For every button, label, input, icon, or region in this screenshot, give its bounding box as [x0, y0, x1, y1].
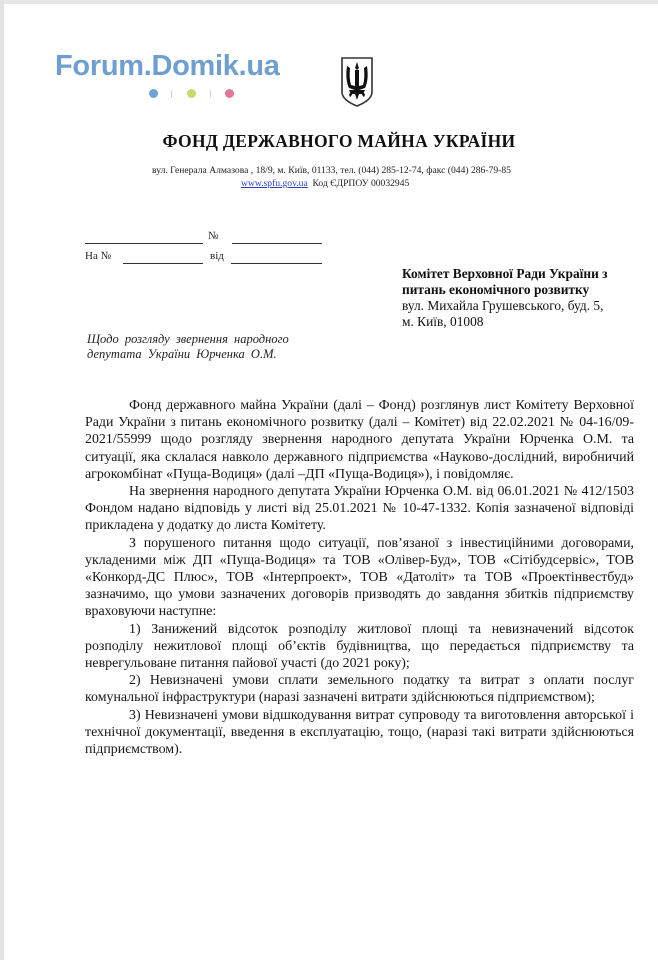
subject-line1: Щодо розгляду звернення народного [87, 332, 289, 346]
addressee-block [402, 266, 652, 330]
addressee-name-line2: питань економічного розвитку [402, 282, 590, 297]
outgoing-number-blank [232, 243, 322, 244]
organization-name: ФОНД ДЕРЖАВНОГО МАЙНА УКРАЇНИ [162, 131, 516, 151]
ukraine-trident-emblem-icon [340, 56, 374, 108]
website-link[interactable]: www.spfu.gov.ua [241, 178, 308, 189]
subject-line2: депутата України Юрченка О.М. [87, 347, 277, 361]
watermark-separator [171, 90, 172, 98]
watermark-logo: Forum.Domik.ua [55, 50, 280, 82]
organization-address: вул. Генерала Алмазова , 18/9, м. Київ, 01133, тел. (044) 285-12-74, факс (044) 286-79-85 [152, 165, 511, 176]
list-item: 3) Невизначені умови відшкодування витрат супроводу та виготовлення авторської і технічної документації, введення в експлуатацію, тощо, (наразі такі витрати здійснюються підприємством). [85, 707, 634, 758]
reply-to-label: На № [85, 250, 112, 262]
body-paragraph: Фонд державного майна України (далі – Фонд) розглянув лист Комітету Верховної Ради України з питань економічного розвитку (далі – Комітет) від 22.02.2021 № 04-16/09-2021/55999 щодо розгляду звернення народного депутата України Юрченка О.М. та ситуації, яка склалася навколо державного підприємства «Науково-дослідний, виробничий агрокомбінат «Пуща-Водиця» (далі –ДП «Пуща-Водиця»), і повідомляє. [85, 398, 634, 482]
outgoing-number-label: № [208, 230, 219, 242]
body-paragraph: З порушеного питання щодо ситуації, пов’язаної з інвестиційними договорами, укладеними між ДП «Пуща-Водиця» та ТОВ «Олівер-Буд», ТОВ «Сітібудсервіс», ТОВ «Конкорд-ДС Плюс», ТОВ «Інтерпроект», ТОВ «Датоліт» та ТОВ «Проектінвестбуд» зазначимо, що умови зазначених договорів призводять до завдання збитків підприємству враховуючи наступне: [85, 535, 634, 620]
outgoing-date-blank [85, 243, 203, 244]
addressee-city: м. Київ, 01008 [402, 314, 484, 329]
edrpou-code: Код ЄДРПОУ 00032945 [312, 178, 410, 189]
letter-subject [87, 332, 327, 362]
watermark-dot-pink [225, 89, 234, 98]
letter-body [85, 397, 634, 758]
reply-to-number-blank [123, 263, 203, 264]
addressee-street: вул. Михайла Грушевського, буд. 5, [402, 298, 604, 313]
organization-web-line [241, 178, 409, 189]
addressee-name-line1: Комітет Верховної Ради України з [402, 266, 608, 281]
reply-date-label: від [210, 250, 224, 262]
body-paragraph: На звернення народного депутата України Юрченка О.М. від 06.01.2021 № 412/1503 Фондом надано відповідь у листі від 25.01.2021 № 10-47-1332. Копія зазначеної відповіді прикладена у додатку до листа Комітету. [85, 484, 634, 534]
reply-date-blank [231, 263, 322, 264]
list-item: 1) Занижений відсоток розподілу житлової площі та невизначений відсоток розподілу нежитлової площі об’єктів будівництва, що передається підприємству та неврегульоване питання пайової участі (до 2021 року); [85, 621, 634, 672]
watermark-separator [210, 90, 211, 98]
watermark-dot-green [187, 89, 196, 98]
list-item: 2) Невизначені умови сплати земельного податку та витрат з оплати послуг комунальної інфраструктури (наразі зазначені витрати здійснюються підприємством); [85, 673, 634, 706]
page-edge-top [0, 0, 658, 4]
watermark-dot-blue [149, 89, 158, 98]
watermark-dots [145, 88, 245, 100]
